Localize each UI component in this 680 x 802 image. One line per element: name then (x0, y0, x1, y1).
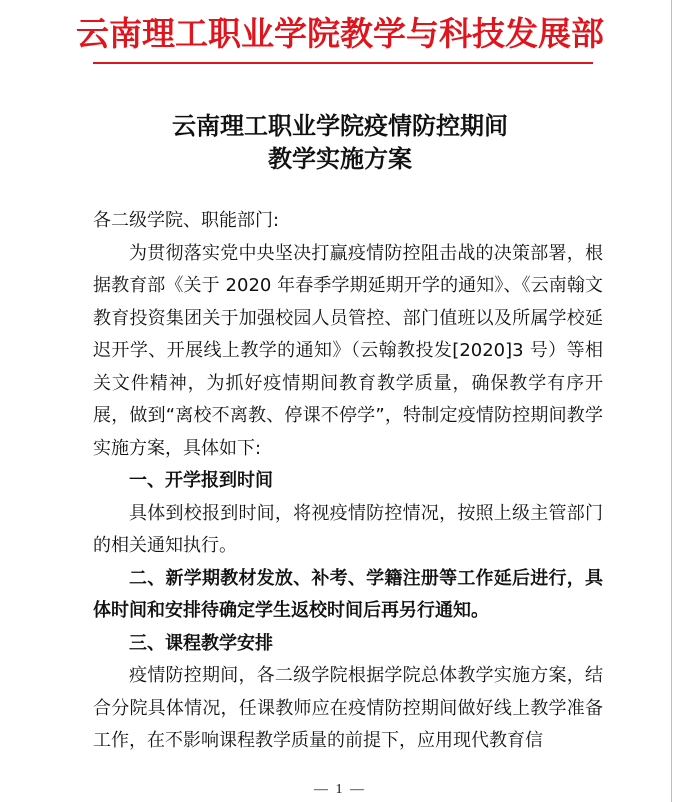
section-1-body: 具体到校报到时间，将视疫情防控情况，按照上级主管部门的相关通知执行。 (93, 502, 603, 556)
section-2-heading: 二、新学期教材发放、补考、学籍注册等工作延后进行，具体时间和安排待确定学生返校时间后再另行通知。 (93, 567, 603, 621)
section-3-body: 疫情防控期间，各二级学院根据学院总体教学实施方案，结合分院具体情况，任课教师应在疫情防控期间做好线上教学准备工作，在不影响课程教学质量的前提下，应用现代教育信 (93, 665, 603, 751)
page-number: — 1 — (314, 782, 366, 797)
salutation: 各二级学院、职能部门: (93, 210, 280, 231)
section-3-heading: 三、课程教学安排 (129, 632, 273, 654)
document-title-line-2: 教学实施方案 (268, 144, 412, 173)
letterhead-org-name: 云南理工职业学院教学与科技发展部 (76, 14, 604, 53)
document-title-line-1: 云南理工职业学院疫情防控期间 (172, 111, 508, 140)
document-body (93, 205, 603, 758)
section-1-heading: 一、开学报到时间 (129, 470, 273, 491)
letterhead-red-rule (93, 62, 593, 64)
intro-paragraph: 为贯彻落实党中央坚决打赢疫情防控阻击战的决策部署，根据教育部《关于 2020 年春季学期延期开学的通知》、《云南翰文教育投资集团关于加强校园人员管控、部门值班以及所属学校延迟开学、开展线上教学的通知》（云翰教投发[2020]3 号）等相关文件精神，为抓好疫情期间教育教学质量，确保教学有序开展，做到“离校不离教、停课不停学”，特制定疫情防控期间教学实施方案，具体如下: (93, 242, 603, 459)
